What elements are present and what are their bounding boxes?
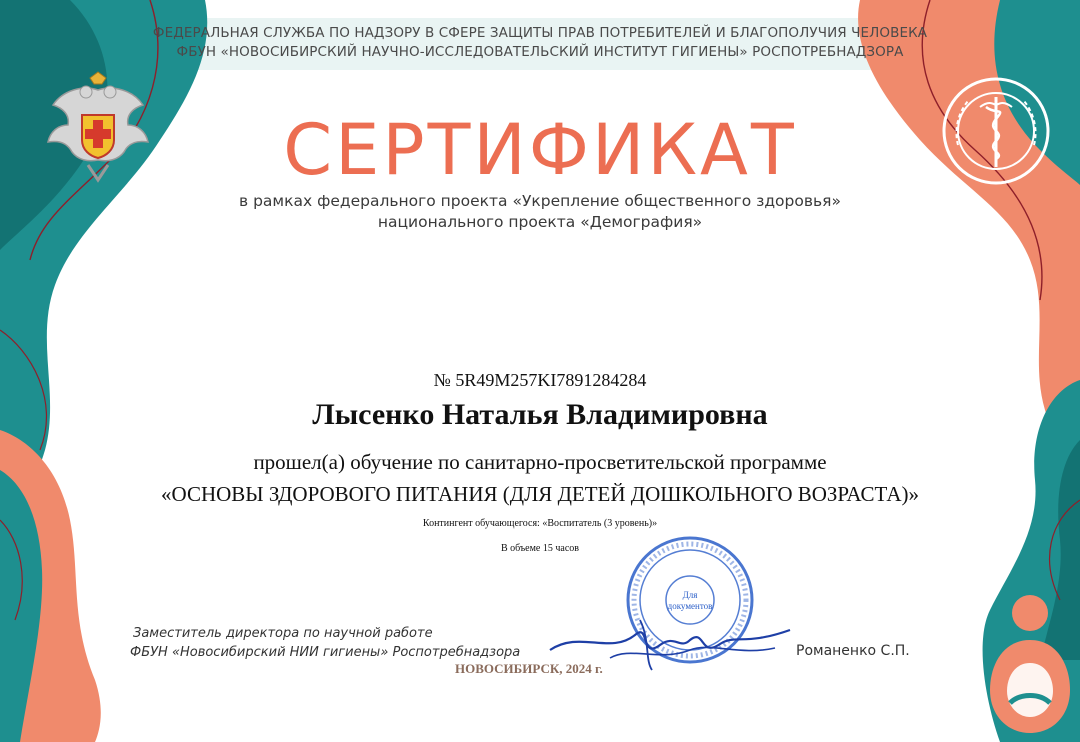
contingent-text: Контингент обучающегося: «Воспитатель (3 уровень)»: [422, 518, 658, 529]
certificate-title: СЕРТИФИКАТ: [283, 109, 797, 191]
national-project-line: национального проекта «Демография»: [377, 213, 703, 231]
header-institute-line: ФБУН «НОВОСИБИРСКИЙ НАУЧНО-ИССЛЕДОВАТЕЛЬСКИЙ ИНСТИТУТ ГИГИЕНЫ» РОСПОТРЕБНАДЗОРА: [176, 44, 904, 60]
city-year: НОВОСИБИРСК, 2024 г.: [455, 661, 603, 676]
certificate-number: № 5R49M257KI7891284284: [433, 370, 647, 390]
signer-position-line2: ФБУН «Новосибирский НИИ гигиены» Роспотребнадзора: [130, 645, 521, 660]
hours-text: В объеме 15 часов: [500, 543, 579, 554]
stamp-inner-line1: Для: [682, 590, 698, 600]
recipient-name: Лысенко Наталья Владимировна: [312, 398, 768, 431]
stamp-inner-line2: документов: [667, 601, 713, 611]
federal-project-line: в рамках федерального проекта «Укрепление общественного здоровья»: [239, 192, 841, 210]
header-agency-line: ФЕДЕРАЛЬНАЯ СЛУЖБА ПО НАДЗОРУ В СФЕРЕ ЗАЩИТЫ ПРАВ ПОТРЕБИТЕЛЕЙ И БЛАГОПОЛУЧИЯ ЧЕЛОВЕКА: [152, 25, 928, 41]
signer-position-line1: Заместитель директора по научной работе: [133, 626, 433, 641]
signer-name: Романенко С.П.: [796, 643, 910, 659]
completion-text: прошел(а) обучение по санитарно-просветительской программе: [253, 450, 827, 474]
program-name: «ОСНОВЫ ЗДОРОВОГО ПИТАНИЯ (ДЛЯ ДЕТЕЙ ДОШКОЛЬНОГО ВОЗРАСТА)»: [161, 482, 919, 506]
person-silhouette-icon: [985, 585, 1075, 735]
